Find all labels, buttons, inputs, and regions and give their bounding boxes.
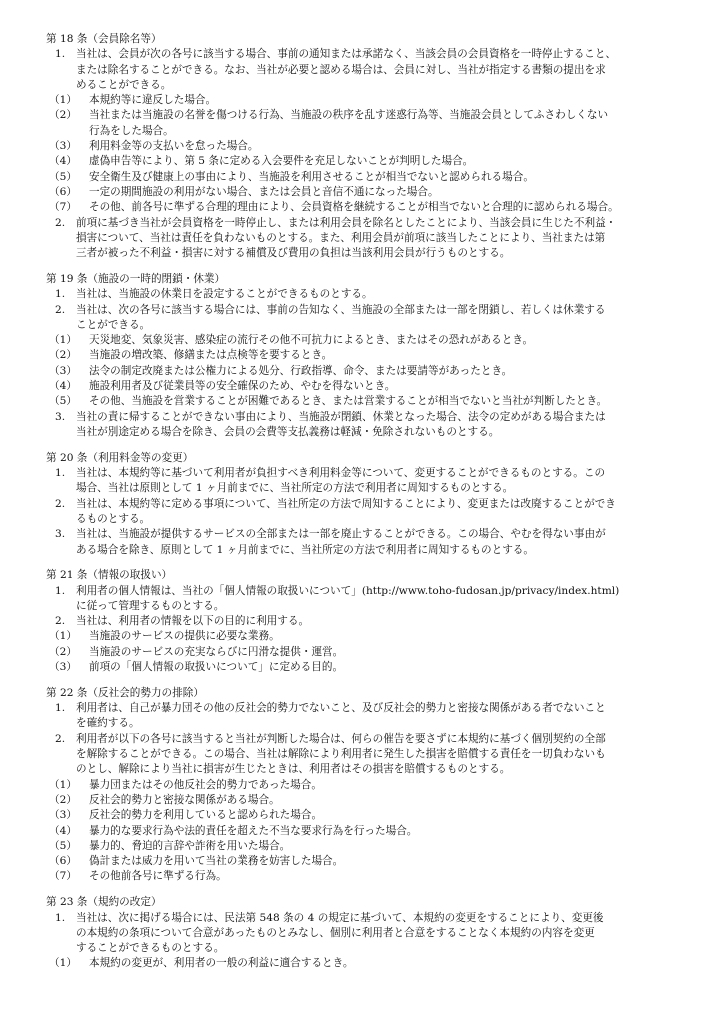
clause-text-line: または除名することができる。なお、当社が必要と認める場合は、会員に対し、当社が指定する書類の提出を求: [76, 63, 606, 76]
clause-number: （3）: [49, 364, 77, 377]
clause-text: [89, 394, 698, 409]
clause-text: [76, 701, 698, 732]
clause-text-line: 安全衛生及び健康上の事由により、当施設を利用させることが相当でないと認められる場合。: [89, 170, 534, 183]
clause-text: [89, 660, 698, 675]
clause-item: [46, 287, 698, 302]
clause-item: [46, 527, 698, 558]
clause-item: [46, 466, 698, 497]
clause-item: [46, 732, 698, 778]
clause-number: （5）: [49, 395, 77, 408]
sub-clause-item: [46, 793, 698, 808]
clause-text-line: 行為をした場合。: [89, 124, 174, 137]
sub-clause-item: [46, 645, 698, 660]
clause-text-line: 暴力団またはその他反社会的勢力であった場合。: [89, 778, 322, 791]
clause-text-line: 偽計または威力を用いて当社の業務を妨害した場合。: [89, 855, 344, 868]
clause-text: [76, 410, 698, 441]
sub-clause-item: [46, 824, 698, 839]
clause-text-line: 当社は、次の各号に該当する場合には、事前の告知なく、当施設の全部または一部を閉鎖し、若しくは休業する: [76, 303, 606, 316]
clause-number: （2）: [49, 793, 77, 806]
clause-number: 1.: [55, 467, 66, 480]
clause-item: [46, 410, 698, 441]
clause-text: [89, 778, 698, 793]
clause-text-line: 当社は、当施設が提供するサービスの全部または一部を廃止することができる。この場合、やむを得ない事由が: [76, 528, 606, 541]
clause-item: [46, 701, 698, 732]
clause-text-line: 施設利用者及び従業員等の安全確保のため、やむを得ないとき。: [89, 380, 396, 393]
article-section: [46, 32, 698, 261]
clause-text-line: 前項の「個人情報の取扱いについて」に定める目的。: [89, 661, 344, 674]
clause-text-line: 当施設のサービスの充実ならびに円滑な提供・運営。: [89, 645, 344, 658]
clause-text-line: 天災地変、気象災害、感染症の流行その他不可抗力によるとき、またはその恐れがあるとき。: [89, 334, 534, 347]
clause-text-line: ある場合を除き、原則として 1 ヶ月前までに、当社所定の方法で利用者に周知するものとする。: [76, 543, 534, 556]
sub-clause-item: [46, 394, 698, 409]
sub-clause-item: [46, 629, 698, 644]
clause-text: [76, 303, 698, 334]
clause-text: [89, 170, 698, 185]
clause-text-line: るものとする。: [76, 512, 151, 525]
clause-text-line: することができるものとする。: [76, 942, 225, 955]
clause-text: [89, 854, 698, 869]
clause-number: （2）: [49, 645, 77, 658]
clause-text-line: その他、前各号に準ずる合理的理由により、会員資格を継続することが相当でないと合理的に認められる場合。: [89, 201, 619, 214]
clause-number: （3）: [49, 809, 77, 822]
clause-text: [89, 629, 698, 644]
clause-text-line: 虚偽申告等により、第 5 条に定める入会要件を充足しないことが判明した場合。: [89, 155, 474, 168]
clause-text-line: 当社は、本規約等に定める事項について、当社所定の方法で周知することにより、変更または改廃することができ: [76, 497, 616, 510]
clause-number: （2）: [49, 109, 77, 122]
article-heading: 第 21 条（情報の取扱い）: [46, 569, 173, 582]
clause-number: 1.: [55, 911, 66, 924]
clause-item: [46, 584, 698, 615]
clause-text: [89, 645, 698, 660]
clause-number: 3.: [55, 528, 66, 541]
clause-text: [89, 364, 698, 379]
clause-text-line: 当施設の増改築、修繕または点検等を要するとき。: [89, 349, 333, 362]
sub-clause-item: [46, 200, 698, 215]
article-heading: 第 18 条（会員除名等）: [46, 33, 162, 45]
clause-text: [76, 732, 698, 778]
clause-number: 1.: [55, 48, 66, 61]
clause-text: [89, 139, 698, 154]
clause-text-line: 当社が別途定める場合を除き、会員の会費等支払義務は軽減・免除されないものとする。: [76, 425, 500, 438]
clause-text-line: ことができる。: [76, 318, 151, 331]
clause-text-line: に従って管理するものとする。: [76, 599, 225, 612]
clause-text-line: 当社は、会員が次の各号に該当する場合、事前の通知または承諾なく、当該会員の会員資格を一時停止すること、: [76, 48, 617, 61]
clause-text-line: 一定の期間施設の利用がない場合、または会員と音信不通になった場合。: [89, 185, 439, 198]
clause-number: （3）: [49, 140, 77, 153]
clause-text-line: 損害について、当社は責任を負わないものとする。また、利用会員が前項に該当したことにより、当社または第: [76, 231, 606, 244]
clause-text: [89, 93, 698, 108]
clause-text: [89, 348, 698, 363]
clause-item: [46, 303, 698, 334]
clause-number: 2.: [55, 732, 66, 745]
article-section: [46, 895, 698, 971]
clause-text-line: 当社は、本規約等に基づいて利用者が負担すべき利用料金等について、変更することができるものとする。この: [76, 467, 606, 480]
clause-text-line: 当施設のサービスの提供に必要な業務。: [89, 630, 280, 643]
clause-text-line: 反社会的勢力と密接な関係がある場合。: [89, 793, 280, 806]
clause-number: （4）: [49, 380, 77, 393]
sub-clause-item: [46, 170, 698, 185]
sub-clause-item: [46, 869, 698, 884]
clause-text-line: 本規約の変更が、利用者の一般の利益に適合するとき。: [89, 957, 354, 970]
clause-number: 1.: [55, 584, 66, 597]
clause-number: 2.: [55, 216, 66, 229]
clause-number: 1.: [55, 702, 66, 715]
clause-number: （1）: [49, 630, 77, 643]
article-section: [46, 272, 698, 440]
clause-item: [46, 614, 698, 629]
sub-clause-item: [46, 956, 698, 971]
clause-text-line: 当社は、次に掲げる場合には、民法第 548 条の 4 の規定に基づいて、本規約の変更をすることにより、変更後: [76, 911, 604, 924]
clause-number: 2.: [55, 497, 66, 510]
clause-text: [76, 216, 698, 262]
clause-text: [89, 108, 698, 139]
clause-text-line: 利用料金等の支払いを怠った場合。: [89, 140, 259, 153]
clause-number: （6）: [49, 855, 77, 868]
sub-clause-item: [46, 333, 698, 348]
clause-text: [89, 200, 698, 215]
clause-text: [76, 527, 698, 558]
sub-clause-item: [46, 808, 698, 823]
clause-number: （7）: [49, 870, 77, 883]
sub-clause-item: [46, 348, 698, 363]
clause-text-line: 暴力的、脅迫的言辞や詐術を用いた場合。: [89, 839, 291, 852]
clause-text: [76, 497, 698, 528]
clause-text-line: 法令の制定改廃または公権力による処分、行政指導、命令、または要請等があったとき。: [89, 364, 513, 377]
clause-text-line: 当社は、利用者の情報を以下の目的に利用する。: [76, 615, 310, 628]
sub-clause-item: [46, 660, 698, 675]
sub-clause-item: [46, 854, 698, 869]
clause-number: （2）: [49, 349, 77, 362]
clause-text-line: 前項に基づき当社が会員資格を一時停止し、または利用会員を除名としたことにより、当該会員に生じた不利益・: [76, 216, 617, 229]
clause-text: [76, 466, 698, 497]
clause-text-line: 利用者は、自己が暴力団その他の反社会的勢力でないこと、及び反社会的勢力と密接な関係がある者でないこと: [76, 702, 606, 715]
clause-text-line: 利用者の個人情報は、当社の「個人情報の取扱いについて」(http://www.toho-fudosan.jp/privacy/index.html): [76, 584, 620, 597]
sub-clause-item: [46, 139, 698, 154]
clause-text: [89, 154, 698, 169]
clause-text-line: 当社の責に帰することができない事由により、当施設が閉鎖、休業となった場合、法令の定めがある場合または: [76, 410, 606, 423]
clause-item: [46, 216, 698, 262]
clause-number: 1.: [55, 288, 66, 301]
clause-text-line: 反社会的勢力を利用していると認められた場合。: [89, 809, 323, 822]
clause-text-line: 当社または当施設の名誉を傷つける行為、当施設の秩序を乱す迷惑行為等、当施設会員としてふさわしくない: [89, 109, 609, 122]
clause-text: [89, 824, 698, 839]
clause-item: [46, 497, 698, 528]
clause-text-line: 本規約等に違反した場合。: [89, 94, 217, 107]
clause-text-line: を確約する。: [76, 717, 140, 730]
sub-clause-item: [46, 379, 698, 394]
clause-text-line: その他前各号に準ずる行為。: [89, 870, 227, 883]
sub-clause-item: [46, 778, 698, 793]
clause-text-line: 三者が被った不利益・損害に対する補償及び費用の負担は当該利用会員が行うものとする。: [76, 247, 511, 260]
clause-text: [89, 793, 698, 808]
clause-text-line: 利用者が以下の各号に該当すると当社が判断した場合は、何らの催告を要さずに本規約に基づく個別契約の全部: [76, 732, 606, 745]
clause-number: （1）: [49, 778, 77, 791]
clause-item: [46, 47, 698, 93]
clause-number: （5）: [49, 839, 77, 852]
clause-text-line: のとし、解除により当社に損害が生じたときは、利用者はその損害を賠償するものとする。: [76, 763, 511, 776]
clause-text: [89, 333, 698, 348]
clause-text: [76, 614, 698, 629]
clause-text: [76, 47, 698, 93]
clause-number: （6）: [49, 185, 77, 198]
clause-text: [76, 911, 698, 957]
article-heading: 第 20 条（利用料金等の変更）: [46, 451, 194, 464]
clause-number: （3）: [49, 661, 77, 674]
article-heading: 第 23 条（規約の改定）: [46, 896, 162, 909]
sub-clause-item: [46, 93, 698, 108]
clause-item: [46, 911, 698, 957]
clause-text: [76, 287, 698, 302]
sub-clause-item: [46, 108, 698, 139]
clause-number: 2.: [55, 303, 66, 316]
clause-number: （4）: [49, 824, 77, 837]
clause-text: [76, 584, 698, 615]
clause-number: （5）: [49, 170, 77, 183]
clause-text: [89, 869, 698, 884]
sub-clause-item: [46, 364, 698, 379]
clause-text-line: 場合、当社は原則として 1 ヶ月前までに、当社所定の方法で利用者に周知するものとする。: [76, 482, 514, 495]
clause-number: （7）: [49, 201, 77, 214]
clause-text: [89, 379, 698, 394]
clause-number: （1）: [49, 334, 77, 347]
clause-text-line: 暴力的な要求行為や法的責任を超えた不当な要求行為を行った場合。: [89, 824, 418, 837]
article-section: [46, 451, 698, 558]
sub-clause-item: [46, 839, 698, 854]
sub-clause-item: [46, 185, 698, 200]
clause-number: （1）: [49, 957, 77, 970]
clause-text: [89, 956, 698, 971]
clause-number: （4）: [49, 155, 77, 168]
clause-text: [89, 839, 698, 854]
article-section: [46, 568, 698, 675]
clause-text-line: を解除することができる。この場合、当社は解除により利用者に発生した損害を賠償する責任を一切負わないも: [76, 748, 606, 761]
article-heading: 第 19 条（施設の一時的閉鎖・休業）: [46, 272, 226, 285]
clause-number: （1）: [49, 94, 77, 107]
clause-text: [89, 808, 698, 823]
clause-text-line: 当社は、当施設の休業日を設定することができるものとする。: [76, 288, 373, 301]
clause-text: [89, 185, 698, 200]
clause-number: 2.: [55, 615, 66, 628]
sub-clause-item: [46, 154, 698, 169]
clause-text-line: その他、当施設を営業することが困難であるとき、または営業することが相当でないと当社が判断したとき。: [89, 395, 608, 408]
clause-number: 3.: [55, 410, 66, 423]
article-heading: 第 22 条（反社会的勢力の排除）: [46, 686, 204, 699]
clause-text-line: の本規約の条項について合意があったものとみなし、個別に利用者と合意をすることなく本規約の内容を変更: [76, 926, 595, 939]
article-section: [46, 686, 698, 885]
clause-text-line: めることができる。: [76, 78, 172, 91]
